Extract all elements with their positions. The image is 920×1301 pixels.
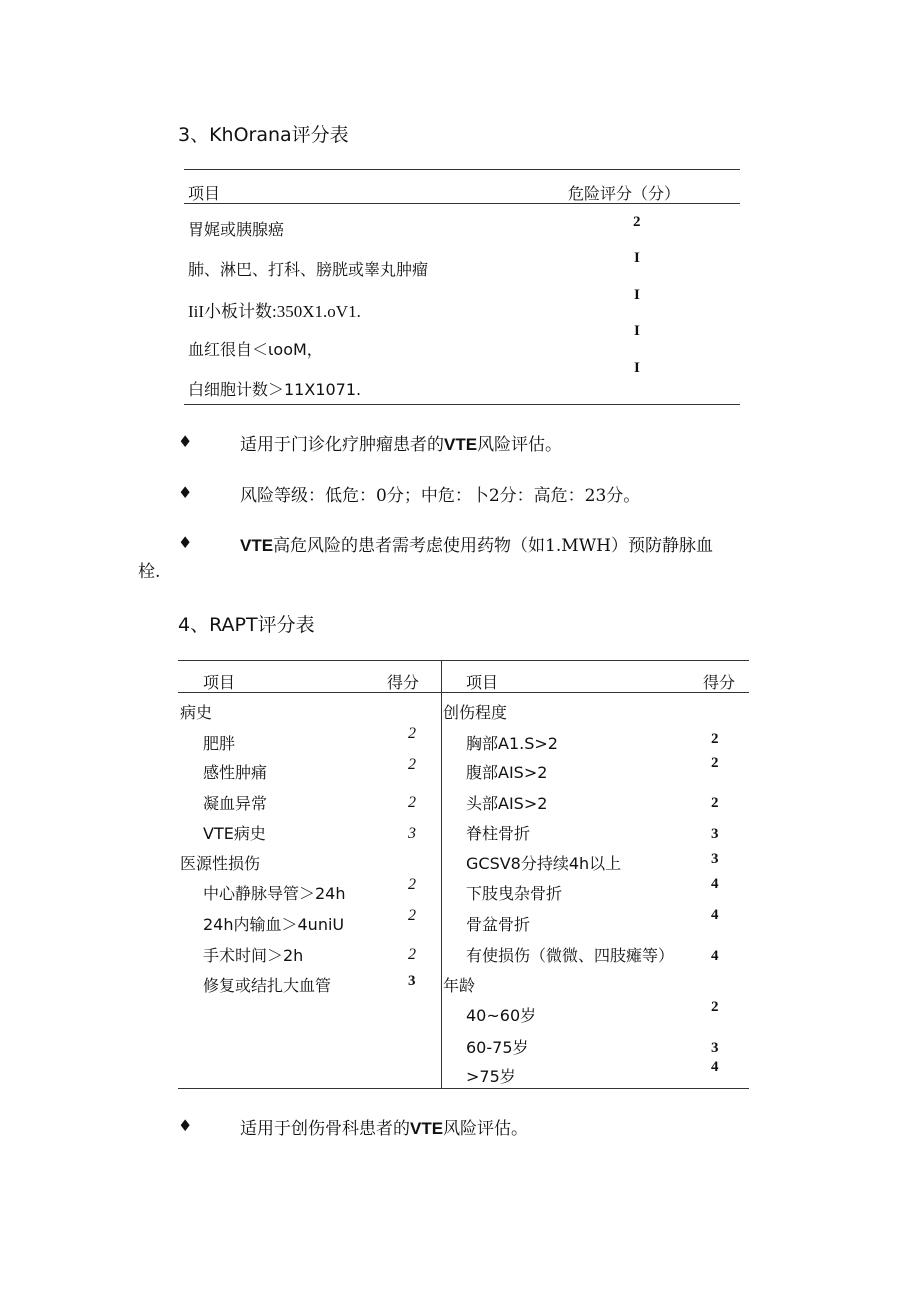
khorana-bullet-2: 风险等级：低危：0分；中危：卜2分：高危：23分。	[240, 486, 641, 506]
table-row-score: 4	[711, 948, 719, 964]
category-label: 年龄	[443, 976, 476, 995]
table-row-item: 肥胖	[203, 734, 236, 753]
table-row-score: 2	[408, 907, 416, 924]
rapt-divider	[441, 660, 442, 1088]
table-row-item: 白细胞计数＞11X1071.	[188, 380, 362, 399]
table-row-score: 2	[408, 946, 416, 963]
table-row-score: 2	[711, 999, 719, 1015]
table-row-item: 有使损伤（微微、四肢瘫等）	[466, 946, 675, 965]
table-row-item: 凝血异常	[203, 794, 268, 813]
table-row-item: 下肢曳杂骨折	[466, 884, 563, 903]
table-row-score: 3	[408, 973, 416, 989]
rapt-bullet-1: 适用于创伤骨科患者的VTE风险评估。	[240, 1119, 529, 1139]
rapt-left-col-item: 项目	[203, 673, 236, 692]
khorana-col-item: 项目	[188, 184, 221, 203]
table-row-score: 2	[711, 795, 719, 811]
table-row-item: 骨盆骨折	[466, 915, 531, 934]
bullet-icon: ♦	[178, 1116, 193, 1135]
rapt-right-col-score: 得分	[703, 673, 736, 692]
table-row-score: 3	[711, 851, 719, 867]
table-row-score: 2	[711, 731, 719, 747]
table-row-score: I	[634, 250, 640, 266]
khorana-top-rule	[184, 169, 740, 170]
table-row-score: 4	[711, 907, 719, 923]
table-row-item: 手术时间＞2h	[203, 946, 304, 965]
table-row-score: 2	[408, 725, 416, 742]
bullet-icon: ♦	[178, 432, 193, 451]
table-row-item: 24h内输血＞4uniU	[203, 915, 345, 934]
khorana-bullet-3: VTE高危风险的患者需考虑使用药物（如1.MWH）预防静脉血	[240, 536, 713, 556]
category-label: 创伤程度	[443, 703, 508, 722]
table-row-item: 头部AIS>2	[466, 794, 548, 813]
table-row-item: 感性肿痛	[203, 763, 268, 782]
table-row-item: 40~60岁	[466, 1006, 537, 1025]
table-row-score: 2	[408, 794, 416, 811]
table-row-score: I	[634, 323, 640, 339]
table-row-item: 60-75岁	[466, 1038, 529, 1057]
table-row-score: 4	[711, 1059, 719, 1075]
table-row-score: 2	[633, 214, 641, 230]
khorana-heading: 3、KhOrana评分表	[178, 124, 349, 146]
table-row-score: 2	[408, 876, 416, 893]
table-row-item: IiI小板计数:350X1.oV1.	[188, 302, 361, 321]
khorana-bullet-3-cont: 栓.	[138, 562, 161, 582]
table-row-item: 肺、淋巴、打科、膀胱或睾丸肿瘤	[188, 260, 429, 279]
khorana-header-rule	[184, 203, 740, 204]
table-row-item: 胃娓或胰腺癌	[188, 220, 285, 239]
category-label: 病史	[180, 703, 213, 722]
khorana-bottom-rule	[184, 404, 740, 405]
table-row-item: >75岁	[466, 1067, 516, 1086]
rapt-heading: 4、RAPT评分表	[178, 614, 315, 636]
khorana-bullet-1: 适用于门诊化疗肿瘤患者的VTE风险评估。	[240, 435, 563, 455]
table-row-score: 3	[408, 825, 416, 842]
table-row-item: 中心静脉导管＞24h	[203, 884, 346, 903]
table-row-score: 4	[711, 876, 719, 892]
table-row-score: I	[634, 287, 640, 303]
table-row-score: 2	[408, 756, 416, 773]
table-row-score: 3	[711, 1040, 719, 1056]
table-row-item: VTE病史	[203, 824, 266, 843]
category-label: 医源性损伤	[180, 854, 261, 873]
table-row-item: 腹部AIS>2	[466, 763, 548, 782]
rapt-header-rule	[178, 692, 749, 693]
rapt-right-col-item: 项目	[466, 673, 499, 692]
bullet-icon: ♦	[178, 533, 193, 552]
table-row-item: GCSV8分持续4h以上	[466, 854, 622, 873]
table-row-score: I	[634, 360, 640, 376]
table-row-score: 2	[711, 755, 719, 771]
rapt-left-col-score: 得分	[387, 673, 420, 692]
table-row-item: 脊柱骨折	[466, 824, 531, 843]
rapt-bottom-rule	[178, 1088, 749, 1089]
khorana-col-score: 危险评分（分）	[568, 184, 681, 203]
rapt-top-rule	[178, 660, 749, 661]
bullet-icon: ♦	[178, 483, 193, 502]
table-row-item: 修复或结扎大血管	[203, 976, 332, 995]
table-row-score: 3	[711, 826, 719, 842]
table-row-item: 胸部A1.S>2	[466, 734, 558, 753]
table-row-item: 血红很自＜ιooM，	[188, 340, 323, 359]
